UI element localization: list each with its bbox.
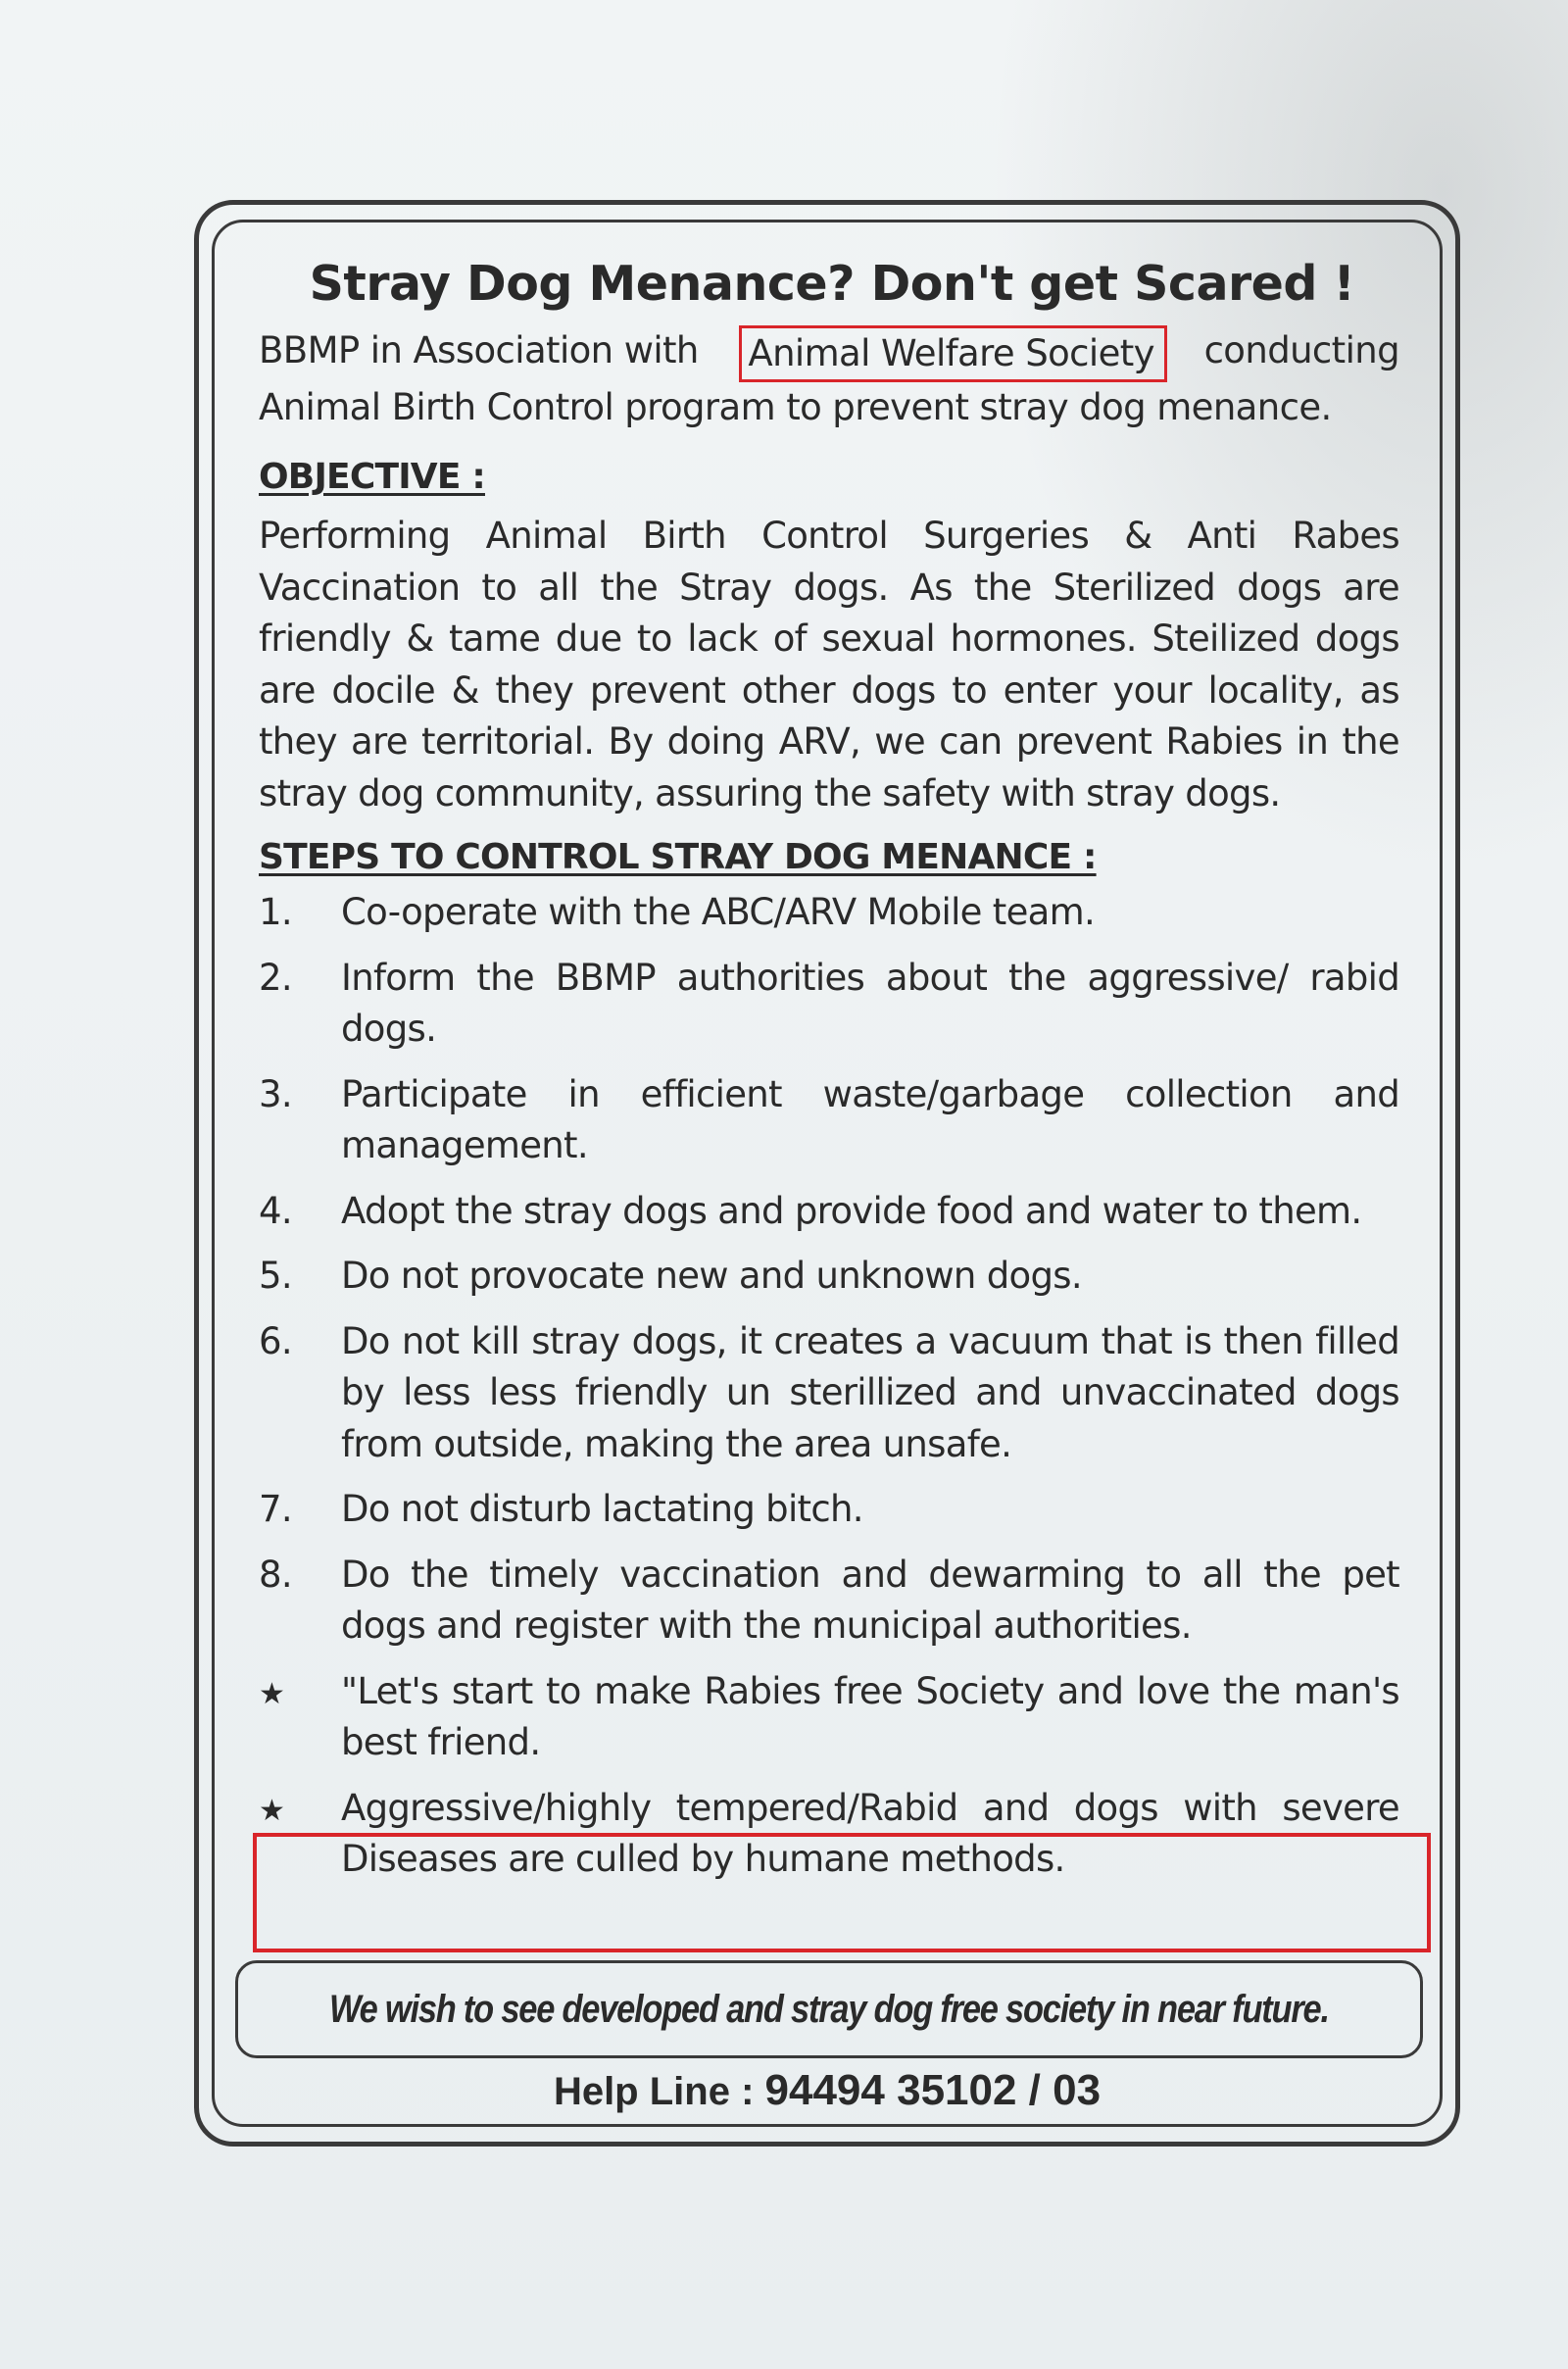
step-number: 6. bbox=[259, 1319, 292, 1362]
step-text: Do not kill stray dogs, it creates a vacuum that is then filled by less less friendly un sterillized and unvaccinated dogs from outside, making the area unsafe. bbox=[341, 1319, 1399, 1465]
step-number: 2. bbox=[259, 956, 292, 999]
star-text: Aggressive/highly tempered/Rabid and dogs with severe Diseases are culled by humane methods. bbox=[341, 1786, 1399, 1881]
step-text: Co-operate with the ABC/ARV Mobile team. bbox=[341, 891, 1096, 934]
objective-text: Performing Animal Birth Control Surgeries & Anti Rabes Vaccination to all the Stray dogs. As the Sterilized dogs are friendly & tame due to lack of sexual hormones. Steilized dogs are docile & they prevent other dogs to enter your locality, as they are territorial. By doing ARV, we can prevent Rabies in the stray dog community, assuring the safety with stray dogs. bbox=[259, 515, 1399, 814]
helpline-number: 94494 35102 / 03 bbox=[764, 2066, 1102, 2114]
step-item bbox=[259, 1550, 1399, 1653]
step-item bbox=[259, 953, 1399, 1056]
step-item bbox=[259, 1251, 1399, 1303]
helpline bbox=[194, 2066, 1460, 2115]
intro-suffix: conducting bbox=[1203, 329, 1399, 372]
step-item bbox=[259, 887, 1399, 939]
step-number: 3. bbox=[259, 1072, 292, 1115]
intro-line-1 bbox=[259, 325, 1399, 382]
step-text: Adopt the stray dogs and provide food and water to them. bbox=[341, 1189, 1362, 1232]
step-text: Participate in efficient waste/garbage collection and management. bbox=[341, 1072, 1399, 1167]
intro-paragraph bbox=[259, 325, 1399, 433]
step-number: 1. bbox=[259, 891, 292, 934]
steps-list bbox=[259, 887, 1399, 1886]
step-number: 4. bbox=[259, 1189, 292, 1232]
star-text: "Let's start to make Rabies free Society and love the man's best friend. bbox=[341, 1669, 1399, 1764]
highlighted-organization: Animal Welfare Society bbox=[739, 325, 1167, 382]
intro-line-2: Animal Birth Control program to prevent stray dog menance. bbox=[259, 386, 1332, 429]
helpline-label: Help Line : bbox=[553, 2070, 755, 2113]
slogan-text: We wish to see developed and stray dog free society in near future. bbox=[329, 1987, 1329, 2031]
step-item bbox=[259, 1484, 1399, 1536]
step-text: Inform the BBMP authorities about the aggressive/ rabid dogs. bbox=[341, 956, 1399, 1051]
step-number: 5. bbox=[259, 1255, 292, 1298]
steps-heading: STEPS TO CONTROL STRAY DOG MENANCE : bbox=[259, 837, 1097, 878]
step-text: Do the timely vaccination and dewarming to all the pet dogs and register with the municipal authorities. bbox=[341, 1553, 1399, 1648]
star-icon: ★ bbox=[259, 1793, 285, 1828]
step-text: Do not provocate new and unknown dogs. bbox=[341, 1255, 1082, 1298]
step-number: 8. bbox=[259, 1553, 292, 1596]
step-text: Do not disturb lactating bitch. bbox=[341, 1488, 863, 1531]
notice-title: Stray Dog Menance? Don't get Scared ! bbox=[309, 256, 1355, 312]
intro-prefix: BBMP in Association with bbox=[259, 329, 699, 372]
highlight-annotation-box bbox=[253, 1833, 1431, 1952]
step-item bbox=[259, 1186, 1399, 1238]
step-item bbox=[259, 1069, 1399, 1172]
star-icon: ★ bbox=[259, 1676, 285, 1711]
slogan-box bbox=[235, 1960, 1423, 2058]
step-item bbox=[259, 1316, 1399, 1471]
objective-heading: OBJECTIVE : bbox=[259, 457, 485, 498]
notice-content bbox=[259, 257, 1399, 1900]
star-item bbox=[259, 1666, 1399, 1769]
step-number: 7. bbox=[259, 1488, 292, 1531]
